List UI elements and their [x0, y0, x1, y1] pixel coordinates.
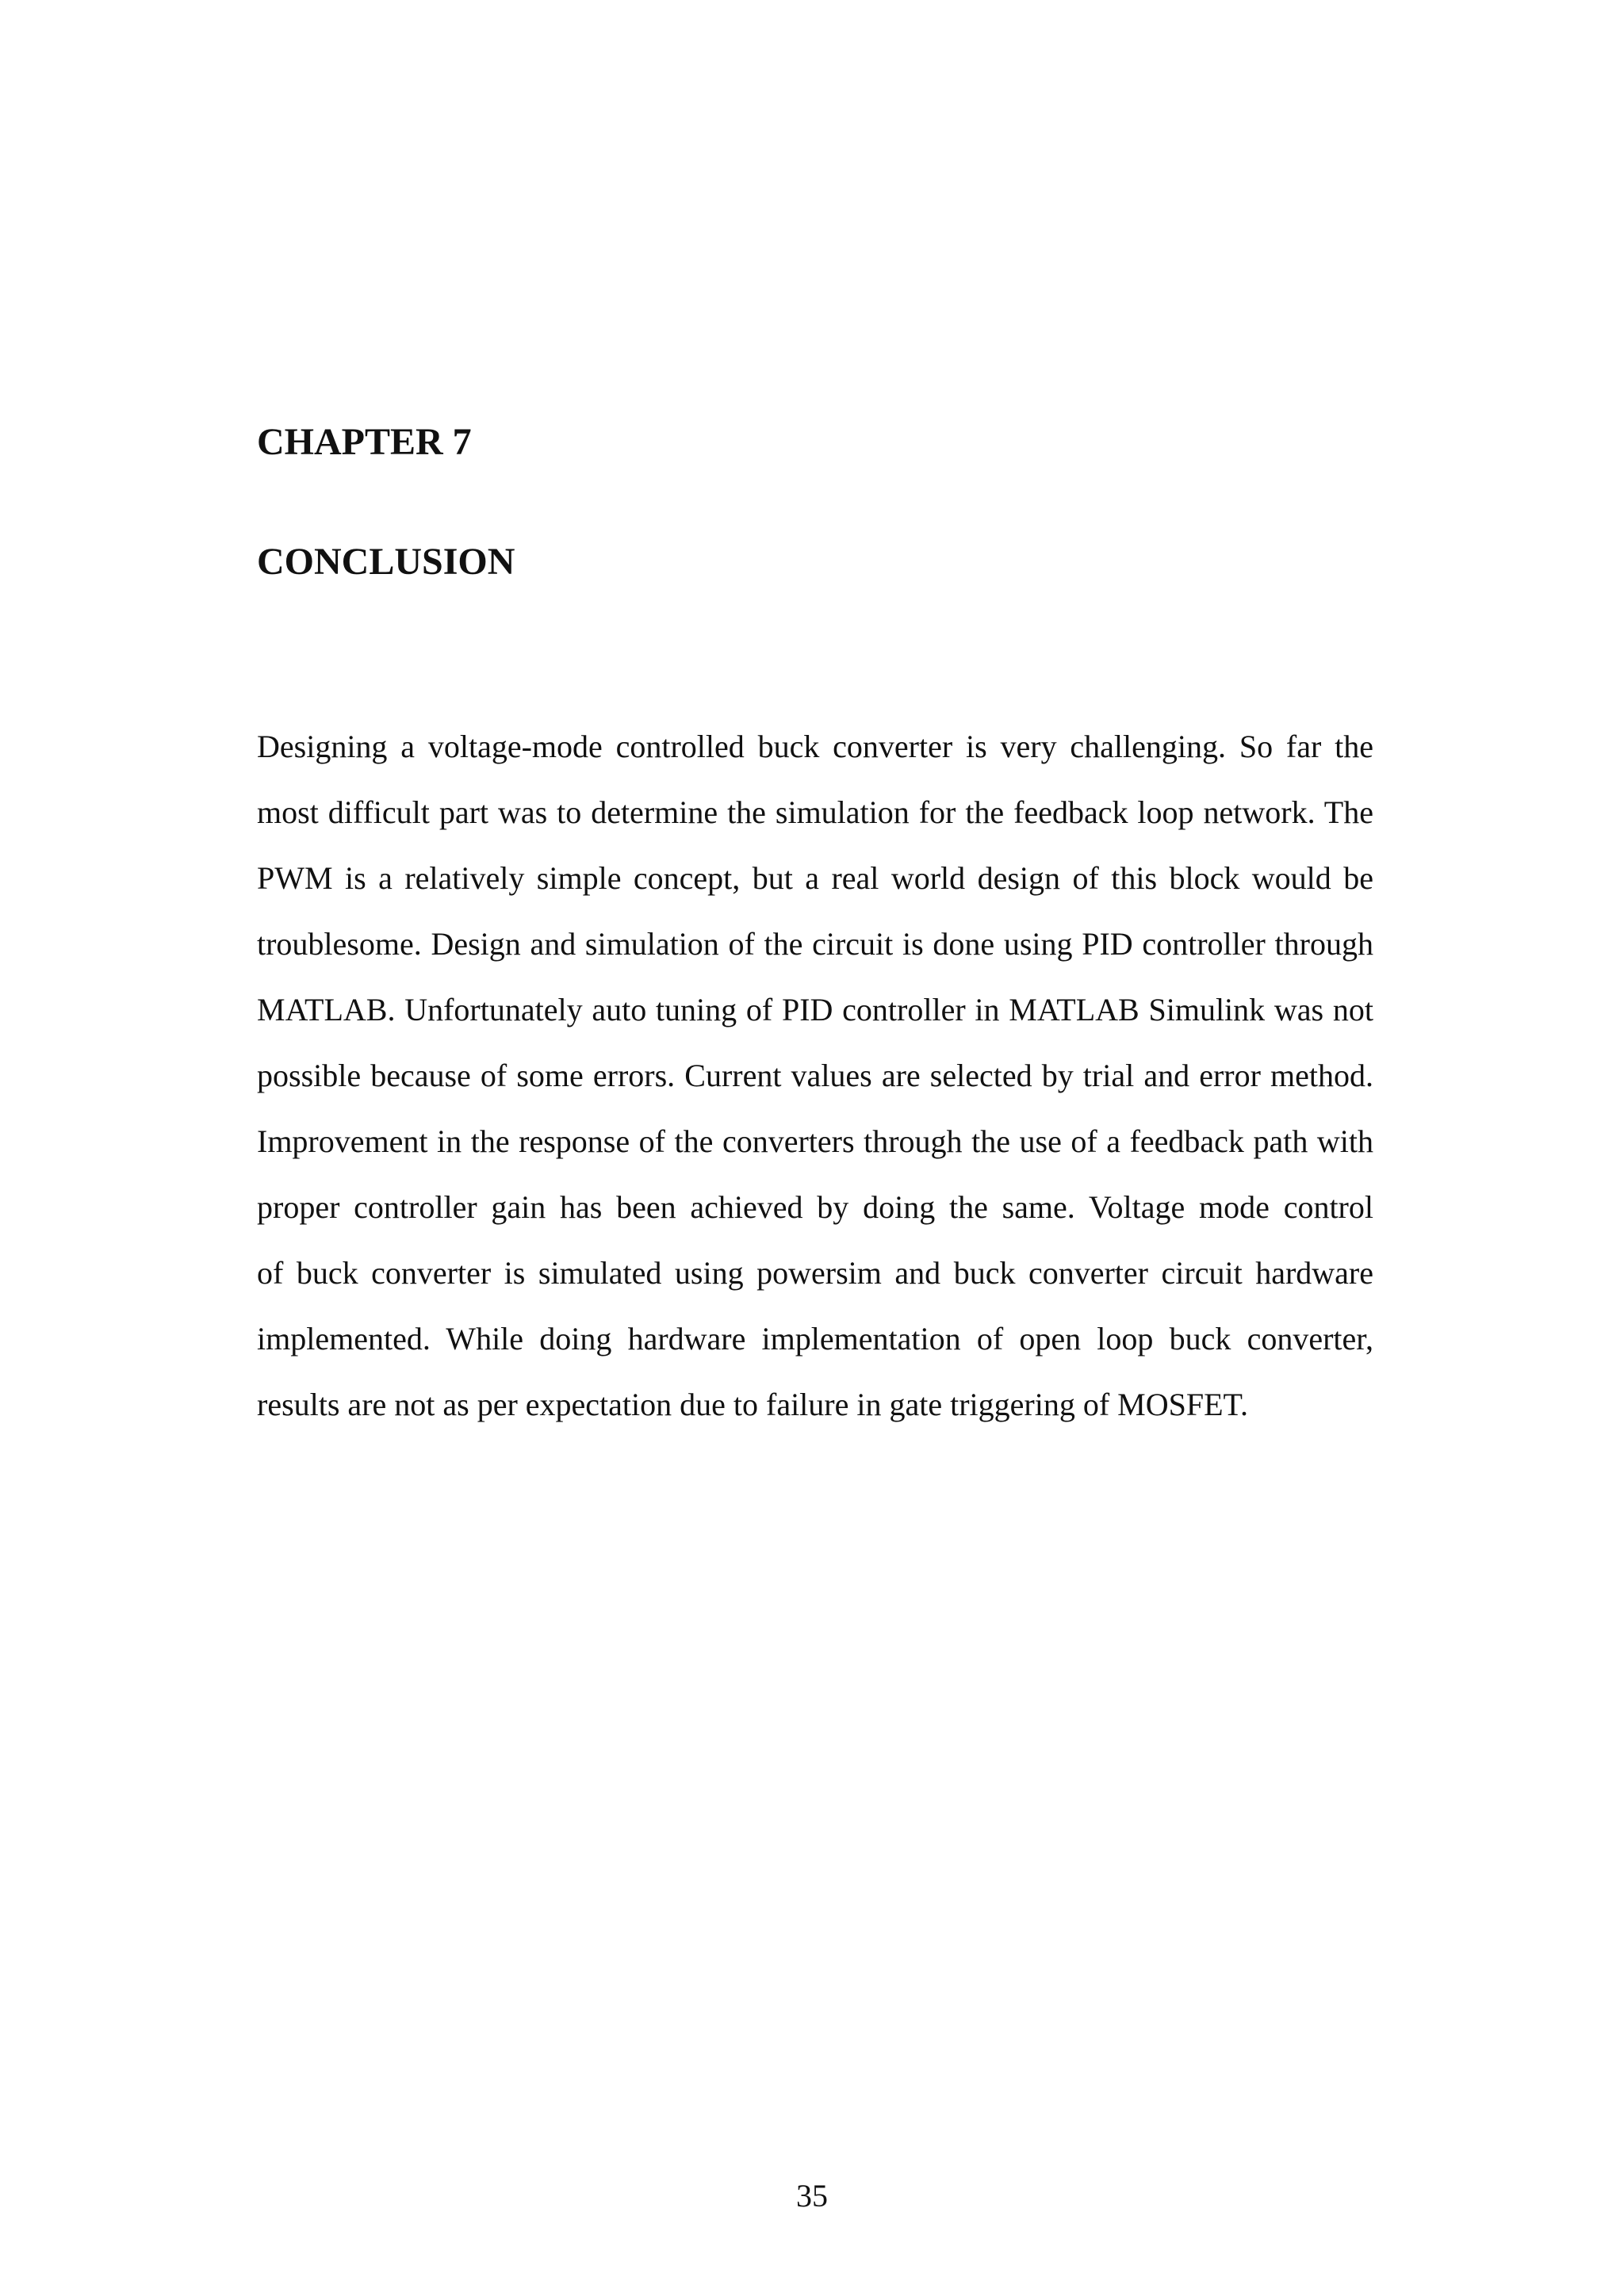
paragraph-line: MATLAB. Unfortunately auto tuning of PID controller in MATLAB Simulink was not	[257, 992, 1373, 1027]
paragraph-line: proper controller gain has been achieved by doing the same. Voltage mode control	[257, 1189, 1373, 1225]
paragraph-line: of buck converter is simulated using powersim and buck converter circuit hardware	[257, 1255, 1373, 1291]
paragraph-line: troublesome. Design and simulation of the circuit is done using PID controller through	[257, 926, 1373, 962]
paragraph-line: Designing a voltage-mode controlled buck converter is very challenging. So far the	[257, 729, 1373, 764]
paragraph-line: results are not as per expectation due to failure in gate triggering of MOSFET.	[257, 1387, 1248, 1422]
paragraph-line: Improvement in the response of the converters through the use of a feedback path with	[257, 1123, 1373, 1159]
paragraph-line: possible because of some errors. Current values are selected by trial and error method.	[257, 1058, 1373, 1093]
conclusion-paragraph	[257, 714, 1373, 1437]
paragraph-line: most difficult part was to determine the simulation for the feedback loop network. The	[257, 794, 1373, 830]
paragraph-line: PWM is a relatively simple concept, but a real world design of this block would be	[257, 860, 1373, 896]
paragraph-line: implemented. While doing hardware implementation of open loop buck converter,	[257, 1321, 1373, 1357]
chapter-number-heading: CHAPTER 7	[257, 421, 472, 463]
page-number: 35	[796, 2178, 828, 2214]
chapter-title-heading: CONCLUSION	[257, 541, 515, 583]
